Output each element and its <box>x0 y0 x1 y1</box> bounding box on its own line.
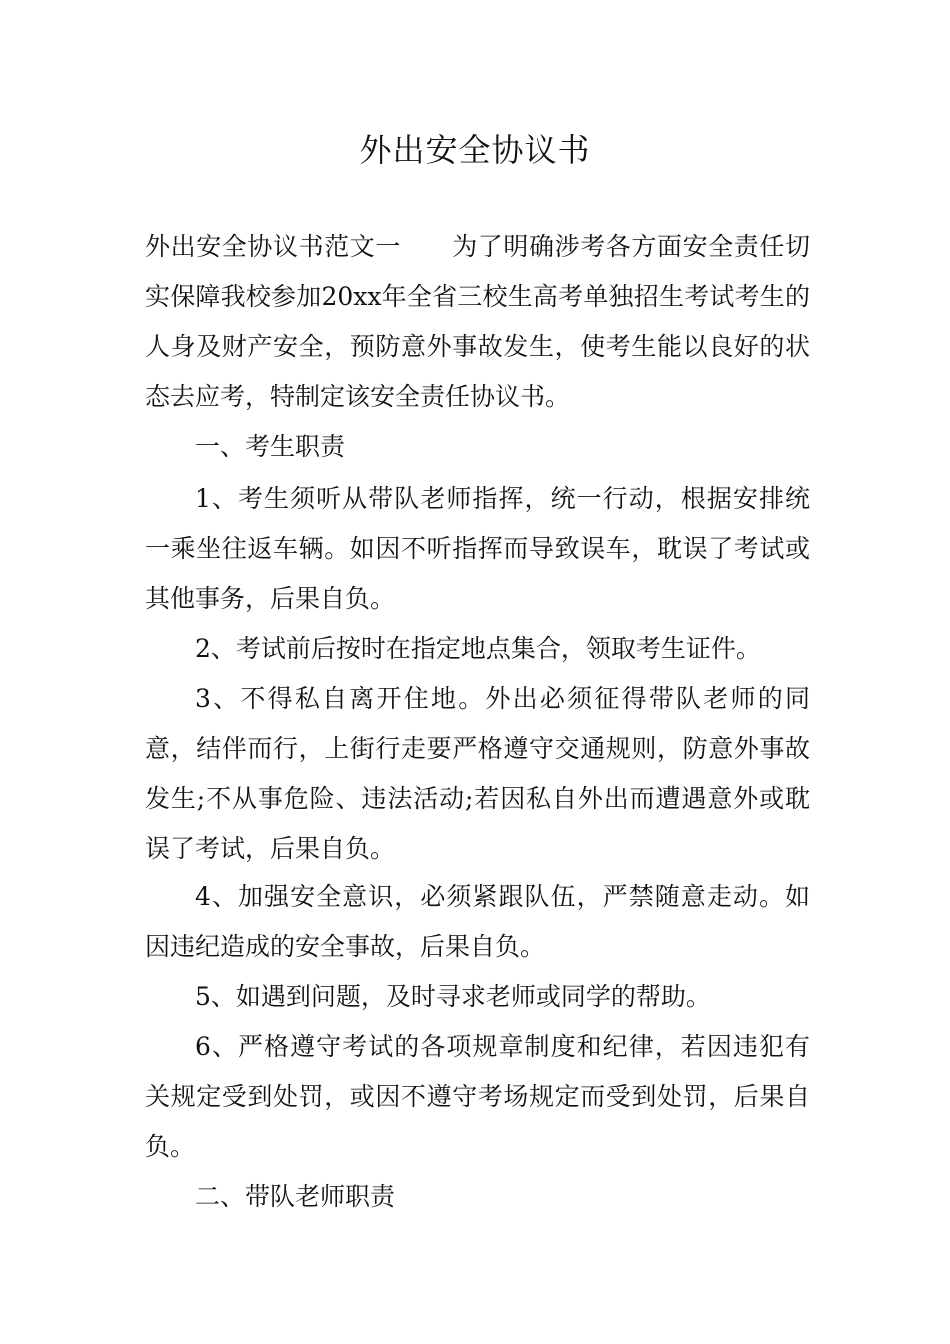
section-heading-teacher-duties: 二、带队老师职责 <box>195 1182 396 1211</box>
duty-item-4: 4、加强安全意识，必须紧跟队伍，严禁随意走动。如因违纪造成的安全事故，后果自负。 <box>145 882 810 961</box>
duty-item-1: 1、考生须听从带队老师指挥，统一行动，根据安排统一乘坐往返车辆。如因不听指挥而导致误车，耽误了考试或其他事务，后果自负。 <box>145 484 810 613</box>
intro-paragraph: 外出安全协议书范文一 为了明确涉考各方面安全责任切实保障我校参加20xx年全省三校生高考单独招生考试考生的人身及财产安全，预防意外事故发生，使考生能以良好的状态去应考，特制定该安全责任协议书。 <box>145 232 810 411</box>
duty-item-2: 2、考试前后按时在指定地点集合，领取考生证件。 <box>195 634 761 663</box>
section-heading-examinee-duties: 一、考生职责 <box>195 432 346 461</box>
duty-item-3: 3、不得私自离开住地。外出必须征得带队老师的同意，结伴而行，上街行走要严格遵守交通规则，防意外事故发生;不从事危险、违法活动;若因私自外出而遭遇意外或耽误了考试，后果自负。 <box>145 684 810 863</box>
document-title: 外出安全协议书 <box>359 131 591 169</box>
duty-item-5: 5、如遇到问题，及时寻求老师或同学的帮助。 <box>195 982 711 1011</box>
duty-item-6: 6、严格遵守考试的各项规章制度和纪律，若因违犯有关规定受到处罚，或因不遵守考场规定而受到处罚，后果自负。 <box>145 1032 810 1161</box>
